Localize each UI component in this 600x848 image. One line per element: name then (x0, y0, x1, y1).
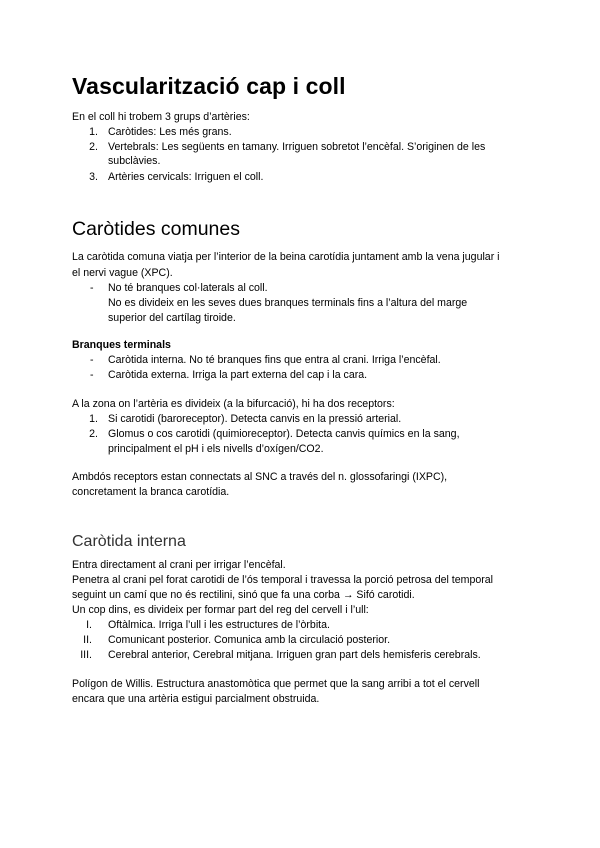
list-number: 3. (89, 171, 98, 183)
list-number: 1. (89, 413, 98, 425)
paragraph-line: Entra directament al crani per irrigar l’encèfal. (72, 559, 286, 571)
paragraph-line: La caròtida comuna viatja per l’interior de la beina carotídia juntament amb la vena jugular i (72, 251, 500, 263)
list-item: Oftàlmica. Irriga l’ull i les estructures de l’òrbita. (108, 619, 330, 631)
paragraph-line: concretament la branca carotídia. (72, 486, 230, 498)
intro-lead: En el coll hi trobem 3 grups d’artèries: (72, 111, 250, 123)
paragraph-line: encara que una artèria estigui parcialment obstruida. (72, 693, 320, 705)
dash-bullet: - (90, 369, 94, 381)
list-item: Artèries cervicals: Irriguen el coll. (108, 171, 264, 183)
section-heading: Caròtida interna (72, 533, 186, 550)
list-number: 2. (89, 428, 98, 440)
list-number: I. (86, 619, 92, 631)
section-heading: Caròtides comunes (72, 218, 240, 240)
dash-bullet: - (90, 282, 94, 294)
list-item: Comunicant posterior. Comunica amb la circulació posterior. (108, 634, 391, 646)
paragraph-line: el nervi vague (XPC). (72, 267, 173, 279)
list-item: Vertebrals: Les següents en tamany. Irriguen sobretot l’encèfal. S’originen de les (108, 141, 486, 153)
bullet-line: superior del cartílag tiroide. (108, 312, 236, 324)
page-title: Vascularització cap i coll (72, 73, 346, 99)
list-number: III. (80, 649, 92, 661)
list-item: Caròtides: Les més grans. (108, 126, 232, 138)
list-item-continuation: subclàvies. (108, 155, 161, 167)
list-item: Si carotidi (baroreceptor). Detecta canvis en la pressió arterial. (108, 413, 402, 425)
paragraph-line: seguint un camí que no és rectilini, sinó que fa una corba → Sifó carotidi. (72, 589, 415, 601)
paragraph-line: Ambdós receptors estan connectats al SNC a través del n. glossofaringi (IXPC), (72, 471, 448, 483)
bullet-line: Caròtida interna. No té branques fins que entra al crani. Irriga l’encèfal. (108, 354, 441, 366)
dash-bullet: - (90, 354, 94, 366)
paragraph-line: A la zona on l’artèria es divideix (a la bifurcació), hi ha dos receptors: (72, 398, 395, 410)
bullet-line: Caròtida externa. Irriga la part externa del cap i la cara. (108, 369, 368, 381)
list-number: II. (83, 634, 92, 646)
list-number: 2. (89, 141, 98, 153)
subheading: Branques terminals (72, 339, 171, 351)
list-item-continuation: principalment el pH i els nivells d’oxígen/CO2. (108, 443, 324, 455)
bullet-line: No té branques col·laterals al coll. (108, 282, 268, 294)
paragraph-line: Polígon de Willis. Estructura anastomòtica que permet que la sang arribi a tot el cervell (72, 678, 480, 690)
paragraph-line: Penetra al crani pel forat carotidi de l’ós temporal i travessa la porció petrosa del temporal (72, 574, 494, 586)
paragraph-line: Un cop dins, es divideix per formar part del reg del cervell i l’ull: (72, 604, 369, 616)
list-item: Cerebral anterior, Cerebral mitjana. Irriguen gran part dels hemisferis cerebrals. (108, 649, 481, 661)
list-number: 1. (89, 126, 98, 138)
list-item: Glomus o cos carotidi (quimioreceptor). Detecta canvis químics en la sang, (108, 428, 460, 440)
bullet-line: No es divideix en les seves dues branques terminals fins a l’altura del marge (108, 297, 468, 309)
